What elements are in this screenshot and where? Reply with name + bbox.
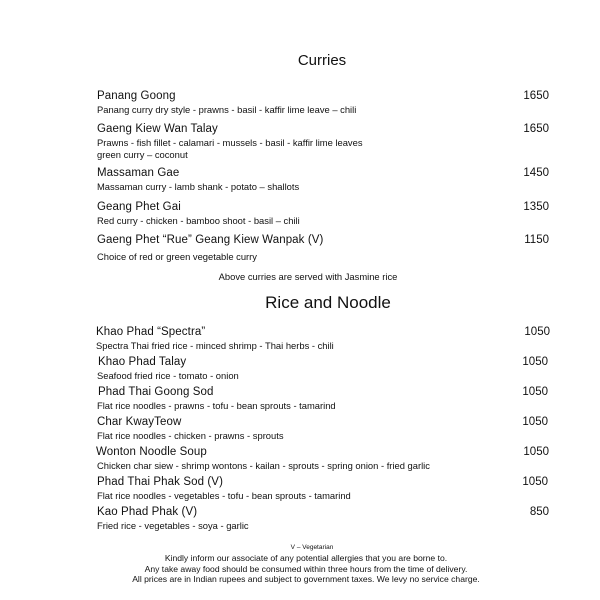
vegetarian-legend: V – Vegetarian <box>290 544 334 551</box>
item-name: Gaeng Kiew Wan Talay <box>97 123 218 135</box>
allergy-note: Kindly inform our associate of any potential allergies that you are borne to. <box>164 553 448 563</box>
item-price: 850 <box>529 506 549 518</box>
item-description: Fried rice - vegetables - soya - garlic <box>97 520 249 531</box>
item-description: Prawns - fish fillet - calamari - mussels - basil - kaffir lime leaves <box>97 137 363 148</box>
item-name: Gaeng Phet “Rue” Geang Kiew Wanpak (V) <box>97 234 324 246</box>
footer-notes <box>6 553 600 585</box>
item-description: Flat rice noodles - prawns - tofu - bean sprouts - tamarind <box>97 400 336 411</box>
item-price: 1050 <box>522 476 548 488</box>
item-description: Panang curry dry style - prawns - basil - kaffir lime leave – chili <box>97 104 357 115</box>
item-description: Choice of red or green vegetable curry <box>97 251 257 262</box>
served-with-note: Above curries are served with Jasmine rice <box>218 271 398 282</box>
item-price: 1050 <box>524 326 550 338</box>
item-description: Chicken char siew - shrimp wontons - kailan - sprouts - spring onion - fried garlic <box>97 460 430 471</box>
item-name: Phad Thai Goong Sod <box>98 386 214 398</box>
item-description: Flat rice noodles - vegetables - tofu - bean sprouts - tamarind <box>97 490 351 501</box>
curries-title: Curries <box>297 52 347 69</box>
item-price: 1350 <box>523 201 549 213</box>
item-name: Panang Goong <box>97 90 176 102</box>
item-price: 1050 <box>522 416 548 428</box>
item-name: Geang Phet Gai <box>97 201 181 213</box>
item-name: Massaman Gae <box>97 167 180 179</box>
item-description: Massaman curry - lamb shank - potato – shallots <box>97 181 300 192</box>
item-description: Seafood fried rice - tomato - onion <box>97 370 239 381</box>
item-price: 1450 <box>523 167 549 179</box>
item-name: Wonton Noodle Soup <box>96 446 207 458</box>
item-price: 1050 <box>522 356 548 368</box>
item-price: 1650 <box>523 90 549 102</box>
item-name: Kao Phad Phak (V) <box>97 506 198 518</box>
takeaway-note: Any take away food should be consumed within three hours from the time of delivery. <box>144 563 468 574</box>
item-name: Khao Phad Talay <box>98 356 187 368</box>
item-description: Flat rice noodles - chicken - prawns - sprouts <box>97 430 284 441</box>
item-description: Spectra Thai fried rice - minced shrimp - Thai herbs - chili <box>96 340 334 351</box>
item-name: Phad Thai Phak Sod (V) <box>97 476 224 488</box>
item-price: 1650 <box>523 123 549 135</box>
item-name: Char KwayTeow <box>97 416 182 428</box>
item-price: 1150 <box>524 234 549 246</box>
rice-noodle-title: Rice and Noodle <box>265 293 391 312</box>
item-name: Khao Phad “Spectra” <box>96 326 206 338</box>
item-price: 1050 <box>523 446 549 458</box>
item-description-line2: green curry – coconut <box>97 149 188 160</box>
item-description: Red curry - chicken - bamboo shoot - basil – chili <box>97 215 300 226</box>
pricing-note: All prices are in Indian rupees and subject to government taxes. We levy no service charge. <box>132 574 480 584</box>
item-price: 1050 <box>522 386 548 398</box>
